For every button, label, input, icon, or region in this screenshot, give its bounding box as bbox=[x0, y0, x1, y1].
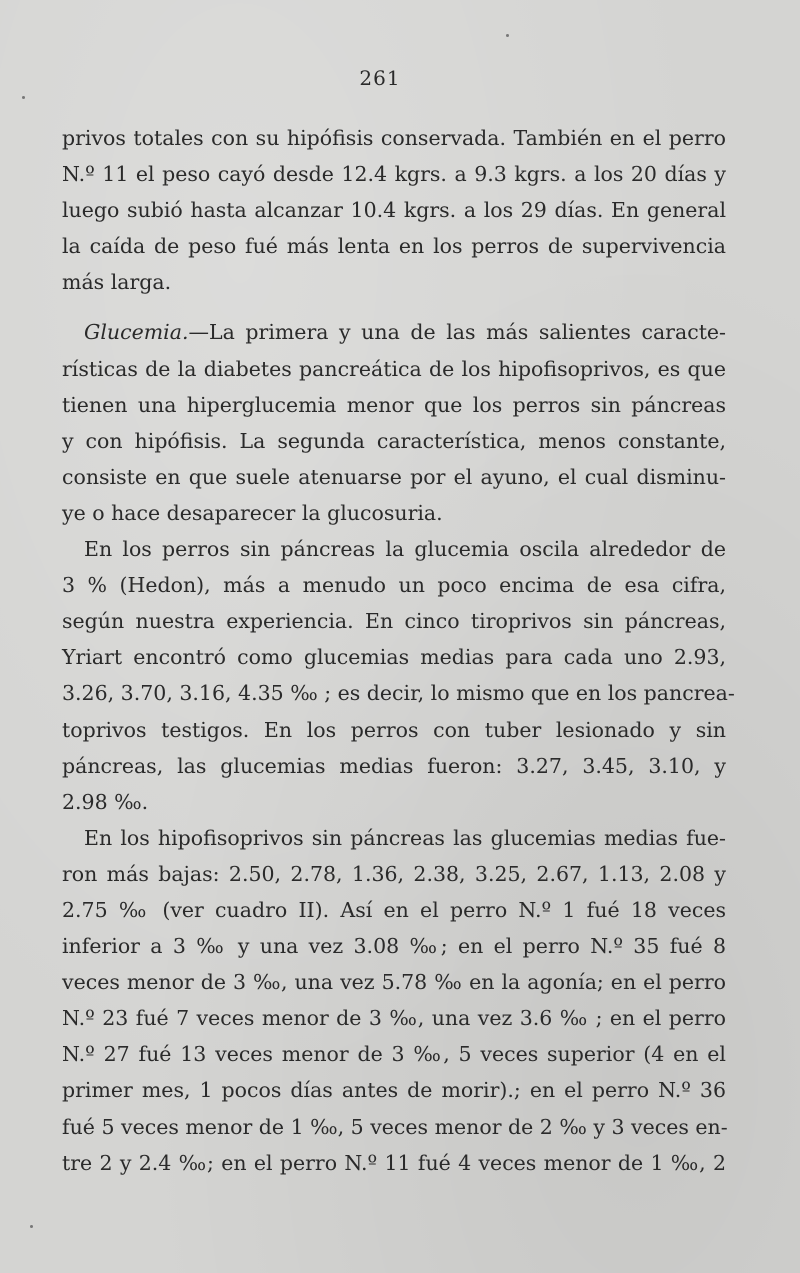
text-line: ron más bajas: 2.50, 2.78, 1.36, 2.38, 3.25, 2.67, 1.13, 2.08 y bbox=[62, 861, 726, 886]
text-line: inferior a 3 ‰ y una vez 3.08 ‰; en el perro N.º 35 fué 8 bbox=[62, 934, 726, 959]
text-line: En los perros sin páncreas la glucemia oscila alrededor de bbox=[84, 537, 726, 562]
text-line: primer mes, 1 pocos días antes de morir).; en el perro N.º 36 bbox=[62, 1078, 726, 1103]
text-line: N.º 23 fué 7 veces menor de 3 ‰, una vez 3.6 ‰ ; en el perro bbox=[62, 1006, 726, 1031]
text-line: rísticas de la diabetes pancreática de los hipofisoprivos, es que bbox=[62, 356, 726, 381]
glucemia-heading: Glucemia. bbox=[84, 320, 189, 345]
text-line bbox=[62, 314, 726, 350]
text-line: privos totales con su hipófisis conservada. También en el perro bbox=[62, 126, 726, 150]
text-line: la caída de peso fué más lenta en los perros de supervivencia bbox=[62, 234, 726, 259]
scan-speck bbox=[22, 96, 25, 99]
text-line: N.º 27 fué 13 veces menor de 3 ‰, 5 veces superior (4 en el bbox=[62, 1042, 726, 1067]
text-line: tre 2 y 2.4 ‰; en el perro N.º 11 fué 4 veces menor de 1 ‰, 2 bbox=[62, 1150, 726, 1175]
text-line: y con hipófisis. La segunda característica, menos constante, bbox=[62, 428, 726, 453]
glucemia-heading-rest: —La primera y una de las más salientes caracte- bbox=[188, 320, 726, 345]
text-line: 3.26, 3.70, 3.16, 4.35 ‰ ; es decir, lo mismo que en los pancrea- bbox=[62, 681, 735, 706]
text-line: tienen una hiperglucemia menor que los perros sin páncreas bbox=[62, 392, 726, 417]
paragraph-hipofisoprivos bbox=[62, 820, 726, 1181]
text-line: N.º 11 el peso cayó desde 12.4 kgrs. a 9.3 kgrs. a los 20 días y bbox=[62, 162, 726, 187]
text-line: más larga. bbox=[62, 270, 172, 295]
text-line: páncreas, las glucemias medias fueron: 3.27, 3.45, 3.10, y bbox=[62, 753, 726, 778]
paragraph-glucemia bbox=[62, 314, 726, 531]
body-text bbox=[62, 120, 735, 1181]
text-line: En los hipofisoprivos sin páncreas las glucemias medias fue- bbox=[84, 825, 726, 850]
text-line: veces menor de 3 ‰, una vez 5.78 ‰ en la agonía; en el perro bbox=[62, 970, 726, 995]
scan-speck bbox=[506, 34, 509, 37]
text-line: Yriart encontró como glucemias medias para cada uno 2.93, bbox=[62, 645, 726, 670]
page-number: 261 bbox=[359, 66, 401, 90]
text-line: según nuestra experiencia. En cinco tiroprivos sin páncreas, bbox=[62, 609, 726, 634]
text-line: luego subió hasta alcanzar 10.4 kgrs. a los 29 días. En general bbox=[62, 198, 726, 223]
text-line: 2.98 ‰. bbox=[62, 789, 149, 814]
text-line: 2.75 ‰ (ver cuadro II). Así en el perro N.º 1 fué 18 veces bbox=[62, 897, 726, 922]
text-line: ye o hace desaparecer la glucosuria. bbox=[62, 500, 443, 525]
text-line: consiste en que suele atenuarse por el ayuno, el cual disminu- bbox=[62, 464, 726, 489]
paragraph-gap bbox=[62, 300, 726, 314]
scan-speck bbox=[30, 1225, 33, 1228]
paragraph-hedon bbox=[62, 531, 735, 820]
text-line: fué 5 veces menor de 1 ‰, 5 veces menor de 2 ‰ y 3 veces en- bbox=[62, 1114, 728, 1139]
text-line: toprivos testigos. En los perros con tuber lesionado y sin bbox=[62, 717, 726, 742]
text-line: 3 % (Hedon), más a menudo un poco encima de esa cifra, bbox=[62, 573, 726, 598]
paragraph-weight-loss bbox=[62, 120, 726, 300]
